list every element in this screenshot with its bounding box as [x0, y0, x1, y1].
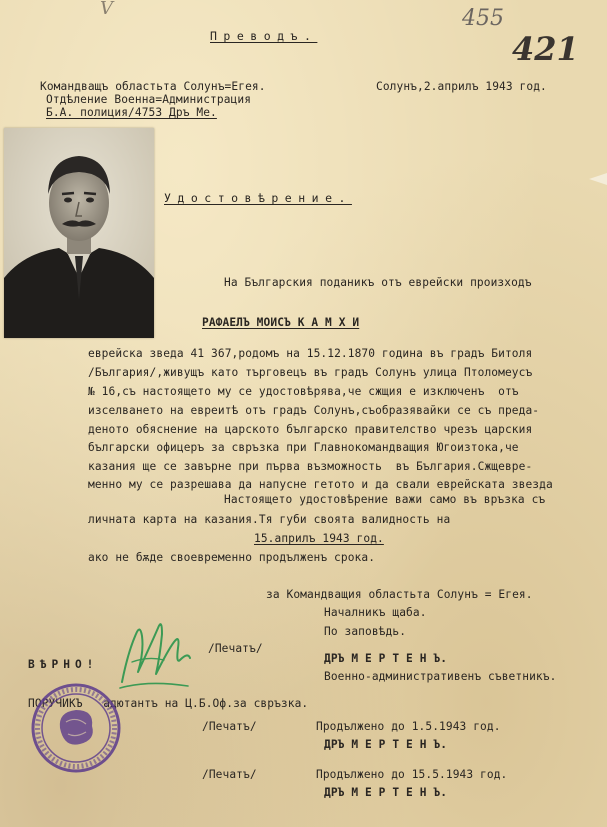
verno-mark: ВѢРНО! — [28, 658, 99, 671]
document-title: Удостовѣрение. — [164, 191, 352, 205]
body-line: казания ще се завърне при първа възможность въ България.Сжщевре- — [88, 460, 533, 473]
signer-name-1: ДРЪ М Е Р Т Е Н Ъ. — [324, 652, 448, 665]
signer-name-2: ДРЪ М Е Р Т Е Н Ъ. — [324, 738, 448, 751]
body-line: № 16,съ настоящето му се удостовѣрява,че сжщия е изключенъ отъ — [88, 385, 519, 398]
body-line: /България/,живущъ като търговецъ въ градъ Солунъ улица Птоломеусъ — [88, 366, 533, 379]
portrait-photo-icon — [4, 128, 154, 338]
archive-number-455: 455 — [462, 6, 504, 31]
seal-label-3: /Печатъ/ — [202, 768, 257, 781]
org-line-1: Командващъ областьта Солунъ=Егея. — [40, 80, 266, 93]
validity-line-1: Настоящето удостовѣрение важи само въ връзка съ — [224, 493, 546, 506]
archive-number-421: 421 — [512, 30, 579, 68]
org-line-2: Отдѣление Военна=Администрация — [46, 93, 252, 106]
seal-label-2: /Печатъ/ — [202, 720, 257, 733]
paper-tear-icon — [589, 170, 607, 182]
validity-line-2: личната карта на казания.Тя губи своята валидность на — [88, 513, 451, 526]
for-command-line: за Командващия областьта Солунъ = Егея. — [266, 588, 533, 601]
seal-label-1: /Печатъ/ — [208, 642, 263, 655]
signer-role-1: Военно-административенъ съветникъ. — [324, 670, 557, 683]
handwritten-signature-icon — [118, 612, 194, 698]
body-line: български офицеръ за свръзка при Главнокомандващия Югоизтока,че — [88, 441, 519, 454]
liaison-officer-line: ПОРУЧИКЪ адютантъ на Ц.Б.Оф.за свръзка. — [28, 697, 309, 710]
body-line: деното обяснение на царското българско правителство чрезъ царския — [88, 423, 533, 436]
signer-name-3: ДРЪ М Е Р Т Е Н Ъ. — [324, 786, 448, 799]
intro-line: На Българския поданикъ отъ еврейски произходъ — [224, 276, 532, 289]
extended-line-2: Продължено до 15.5.1943 год. — [316, 768, 508, 781]
validity-line-3: ако не бѫде своевременно продълженъ срока. — [88, 551, 376, 564]
extended-line-1: Продължено до 1.5.1943 год. — [316, 720, 501, 733]
archive-mark-v: V — [100, 0, 113, 19]
org-line-3: Б.А. полиция/4753 Дръ Ме. — [46, 106, 217, 119]
by-order-line: По заповѣдь. — [324, 625, 407, 638]
body-line: еврейска зведа 41 367,родомъ на 15.12.1870 година въ градъ Битоля — [88, 347, 533, 360]
chief-staff-line: Началникъ щаба. — [324, 606, 427, 619]
place-date: Солунъ,2.априлъ 1943 год. — [376, 80, 547, 93]
body-line: менно му се разрешава да напусне гетото и да свали еврейската звезда — [88, 478, 553, 491]
body-line: изселването на евреитѣ отъ градъ Солунъ,съобразявайки се съ преда- — [88, 404, 540, 417]
document-heading: Преводъ. — [210, 29, 318, 43]
validity-date: 15.априлъ 1943 год. — [254, 532, 384, 545]
round-seal-stamp-icon — [30, 682, 122, 774]
person-name: РАФАЕЛЪ МОИСЪ К А М Х И — [202, 316, 360, 329]
